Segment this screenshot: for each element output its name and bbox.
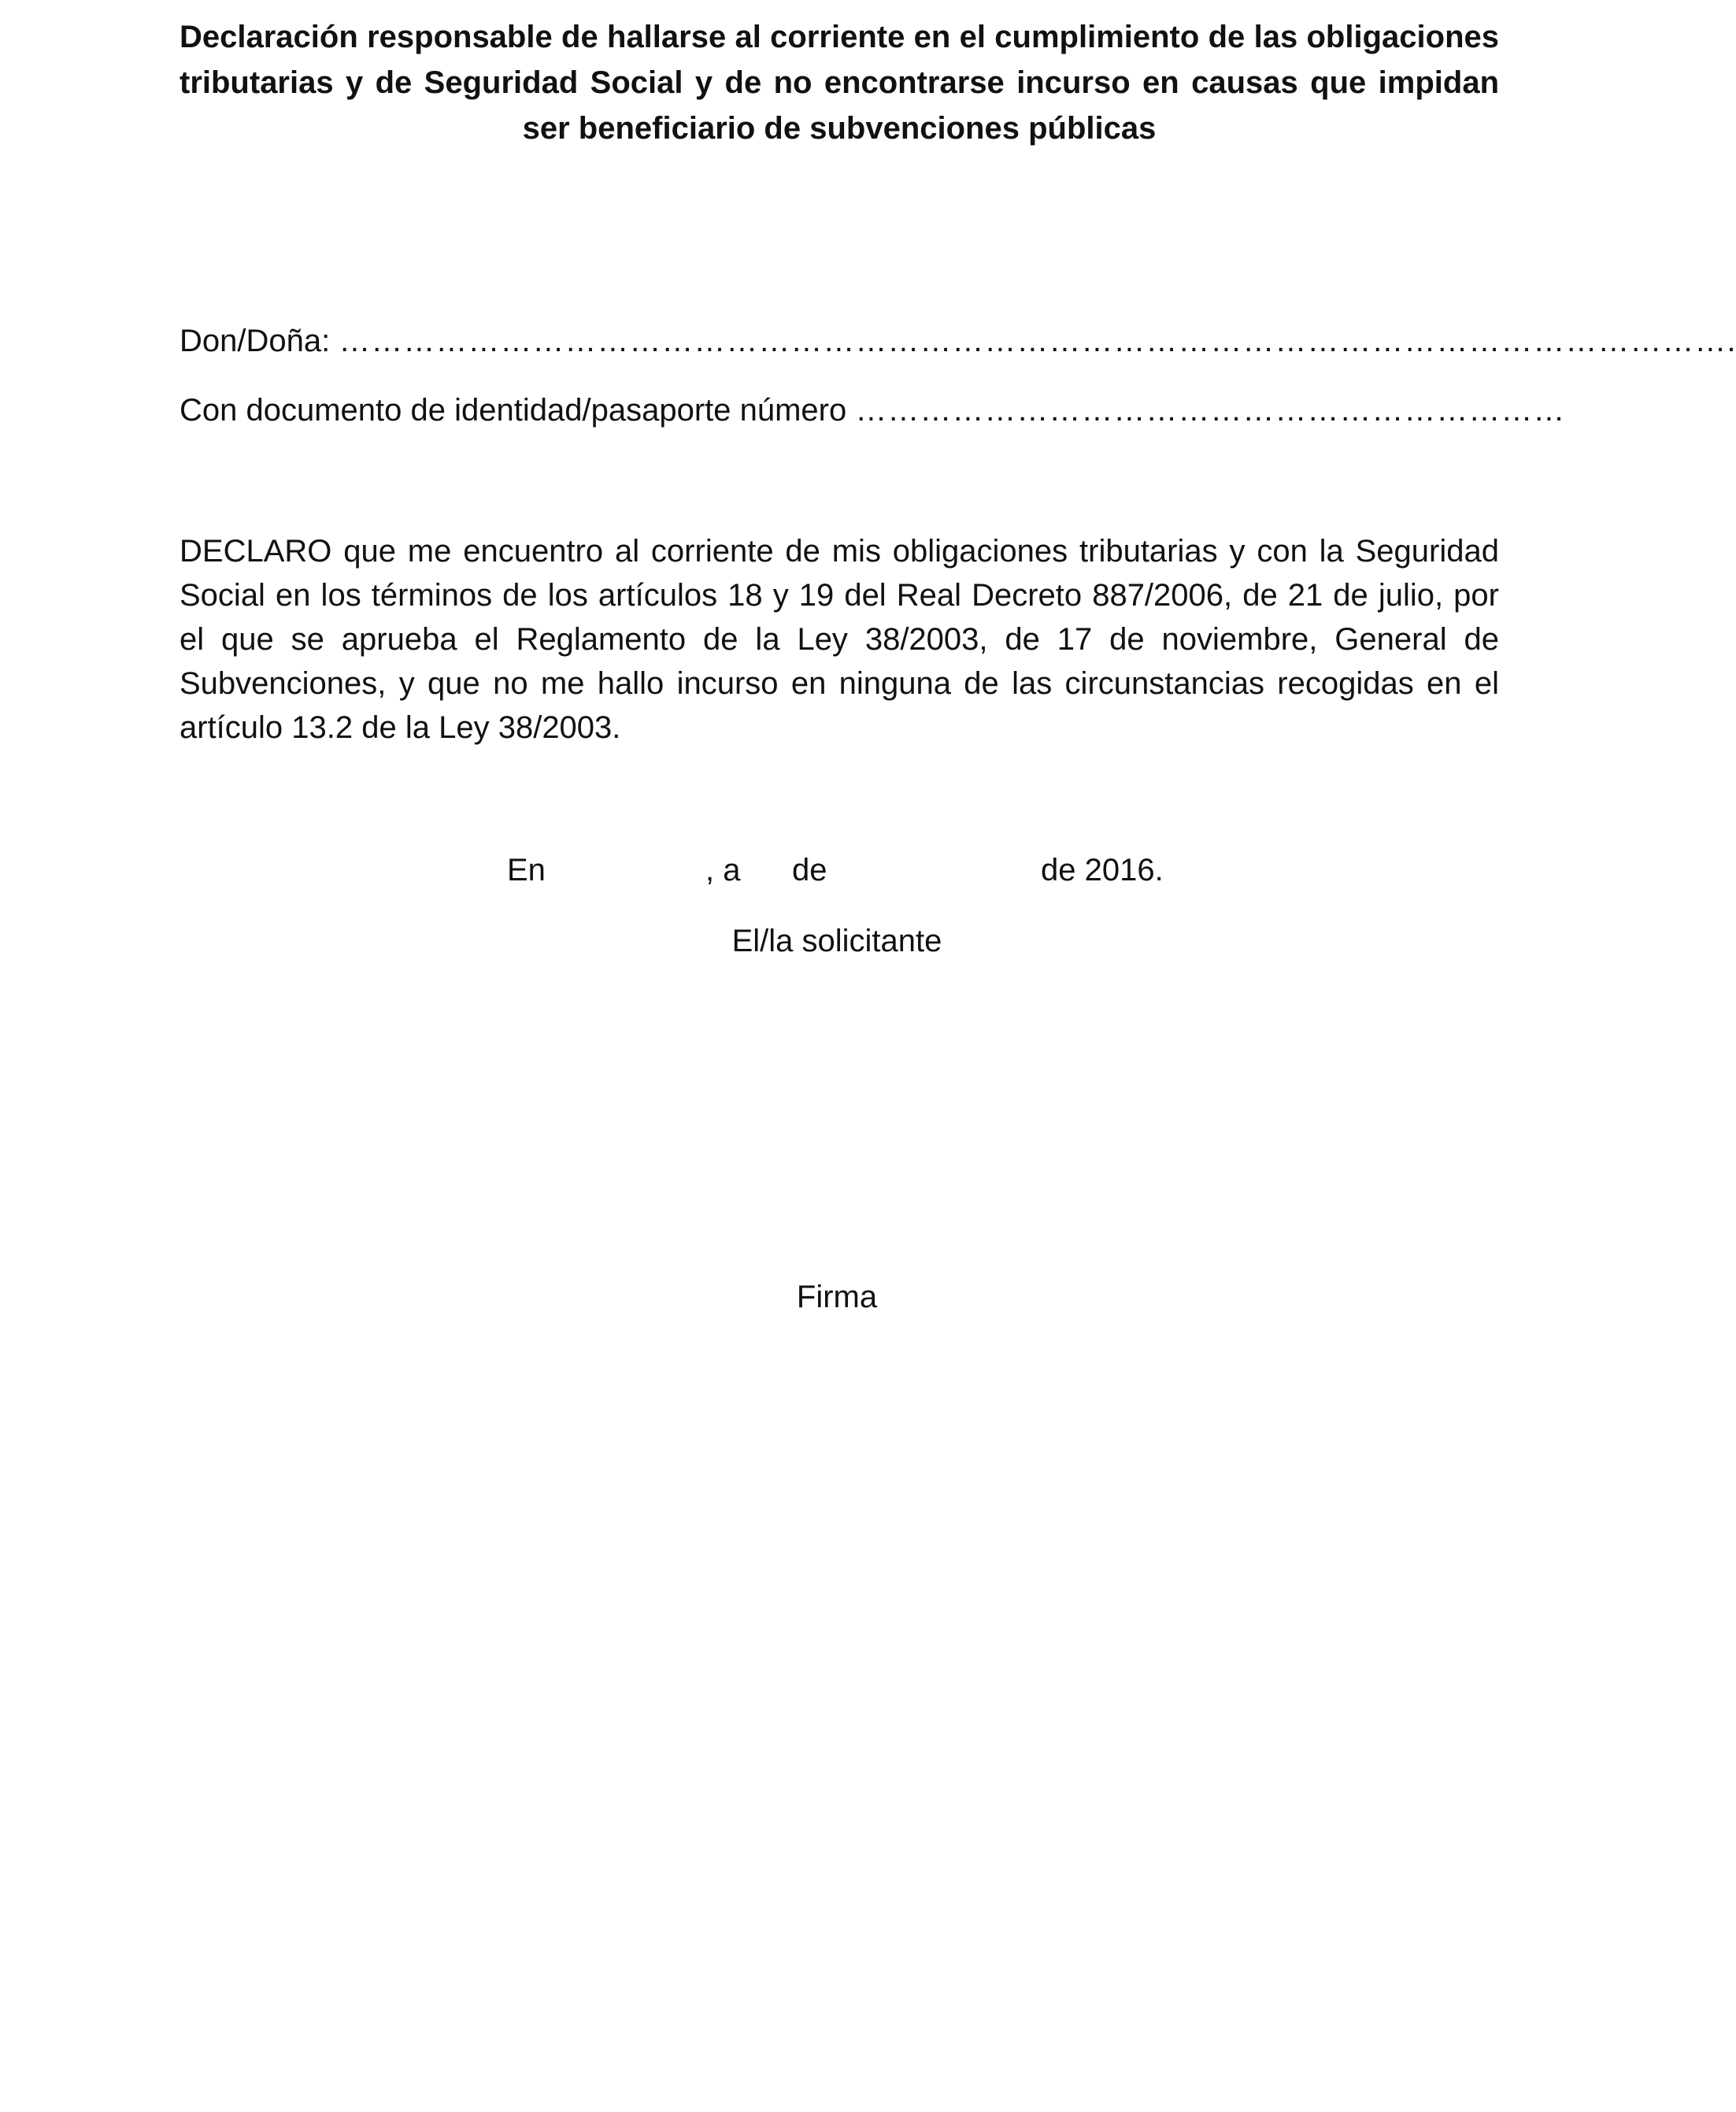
id-document-field-line bbox=[180, 387, 1566, 433]
name-label: Don/Doña: bbox=[180, 324, 331, 358]
name-blank: …………………………………………………………………………………………………………………. bbox=[339, 324, 1736, 358]
date-day-label: , a bbox=[705, 853, 741, 887]
date-month-label: de bbox=[792, 853, 827, 887]
name-field-line bbox=[180, 318, 1736, 364]
applicant-label: El/la solicitante bbox=[731, 924, 942, 958]
id-document-blank: ………………………………………………………… bbox=[855, 393, 1566, 428]
signature-label: Firma bbox=[796, 1280, 878, 1314]
document-title: Declaración responsable de hallarse al corriente en el cumplimiento de las obligaciones tributarias y de Seguridad Social y de no encontrarse incurso en causas que impidan ser beneficiario de subvenciones públicas bbox=[180, 20, 1499, 146]
date-place-label: En bbox=[507, 853, 546, 887]
id-document-label: Con documento de identidad/pasaporte número bbox=[180, 393, 847, 428]
date-year-label: de 2016. bbox=[1041, 853, 1164, 887]
declaration-paragraph: DECLARO que me encuentro al corriente de mis obligaciones tributarias y con la Seguridad Social en los términos de los artículos 18 y 19 del Real Decreto 887/2006, de 21 de julio, por el que se aprueba el Reglamento de la Ley 38/2003, de 17 de noviembre, General de Subvenciones, y que no me hallo incurso en ninguna de las circunstancias recogidas en el artículo 13.2 de la Ley 38/2003. bbox=[180, 534, 1499, 745]
